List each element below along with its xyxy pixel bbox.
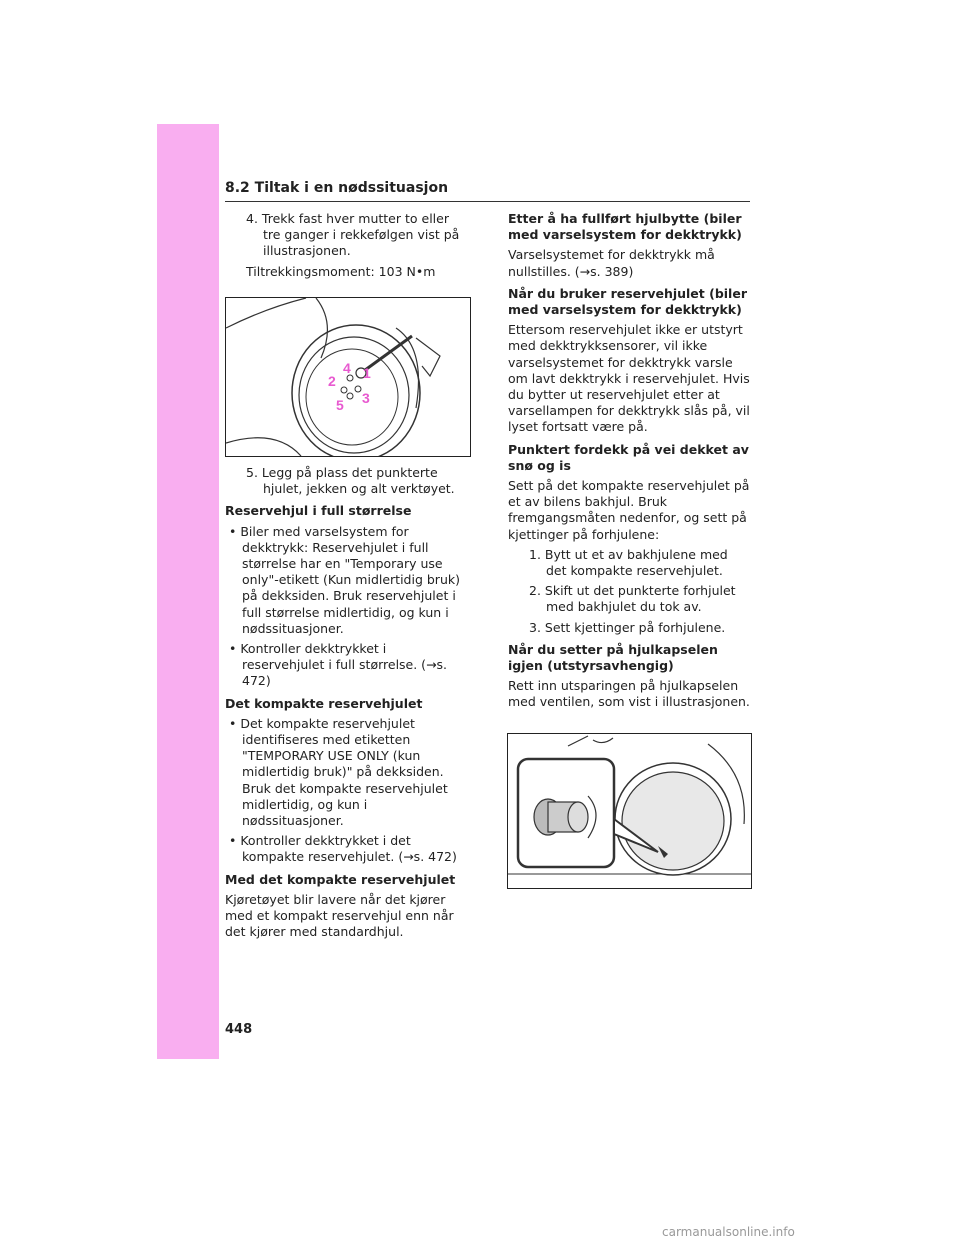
wheel-cap-illustration (507, 733, 752, 889)
nut-label: 1 (363, 365, 371, 381)
left-column (225, 211, 470, 284)
para-using-spare: Ettersom reservehjulet ikke er utstyrt med dekktrykksensorer, vil ikke varselsystemet for dekktrykk varsle om lavt dekktrykk i reservehjulet. Hvis du bytter ut reservehjulet etter at varsellampen for dekktrykk slås på, vil lyset fortsatt være på. (508, 322, 750, 435)
footer-watermark: carmanualsonline.info (662, 1225, 795, 1239)
heading-compact-spare: Det kompakte reservehjulet (225, 695, 423, 711)
bullet-compact-label: • Det kompakte reservehjulet identifiseres med etiketten "TEMPORARY USE ONLY (kun midlertidig bruk)" på dekksiden. Bruk det kompakte reservehjulet midlertidig, og kun i nødssituasjoner. (229, 715, 448, 829)
lug-nut-order-illustration (225, 297, 471, 457)
nut-label: 2 (328, 373, 336, 389)
bullet-full-size-pressure: • Kontroller dekktrykket i reservehjulet i full størrelse. (→s. 472) (229, 641, 448, 689)
bullet-compact-pressure: • Kontroller dekktrykket i det kompakte reservehjulet. (→s. 472) (229, 833, 457, 865)
chapter-tab-sidebar (157, 124, 219, 1059)
torque-spec: Tiltrekkingsmoment: 103 N•m (246, 263, 436, 279)
right-column (508, 211, 752, 715)
snow-step-3: 3. Sett kjettinger på forhjulene. (529, 619, 726, 635)
section-header: 8.2 Tiltak i en nødssituasjon (225, 179, 750, 202)
nut-label: 3 (362, 390, 370, 406)
step-5: 5. Legg på plass det punkterte hjulet, jekken og alt verktøyet. (246, 465, 455, 497)
heading-using-spare: Når du bruker reservehjulet (biler med varselsystem for dekktrykk) (508, 285, 747, 318)
heading-wheel-cap: Når du setter på hjulkapselen igjen (utstyrsavhengig) (508, 641, 718, 674)
page-number: 448 (225, 1022, 253, 1037)
nut-label: 4 (343, 360, 351, 376)
para-after-change: Varselsystemet for dekktrykk må nullstilles. (→s. 389) (508, 247, 715, 279)
bullet-full-size-label: • Biler med varselsystem for dekktrykk: Reservehjulet i full størrelse har en "Temporary use only"-etikett (Kun midlertidig bruk) på dekksiden. Bruk reservehjulet i full størrelse midlertidig, og kun i nødssituasjoner. (229, 523, 460, 636)
wheel-cap-svg (508, 734, 751, 888)
left-column-lower (225, 465, 470, 944)
snow-step-1: 1. Bytt ut et av bakhjulene med det kompakte reservehjulet. (529, 546, 728, 579)
heading-with-compact: Med det kompakte reservehjulet (225, 871, 456, 887)
step-4: 4. Trekk fast hver mutter to eller tre ganger i rekkefølgen vist på illustrasjonen. (246, 211, 460, 259)
wheel-tightening-svg (226, 298, 470, 456)
heading-full-size-spare: Reservehjul i full størrelse (225, 503, 412, 519)
nut-label: 5 (336, 397, 344, 413)
heading-snow-ice: Punktert fordekk på vei dekket av snø og is (508, 441, 749, 473)
para-with-compact: Kjøretøyet blir lavere når det kjører med et kompakt reservehjul enn når det kjører med standardhjul. (225, 891, 454, 940)
snow-step-2: 2. Skift ut det punkterte forhjulet med bakhjulet du tok av. (529, 583, 736, 615)
para-snow-ice: Sett på det kompakte reservehjulet på et av bilens bakhjul. Bruk fremgangsmåten nedenfor, og sett på kjettinger på forhjulene: (508, 478, 750, 542)
heading-after-change: Etter å ha fullført hjulbytte (biler med varselsystem for dekktrykk) (508, 211, 742, 243)
para-wheel-cap: Rett inn utsparingen på hjulkapselen med ventilen, som vist i illustrasjonen. (508, 678, 750, 710)
